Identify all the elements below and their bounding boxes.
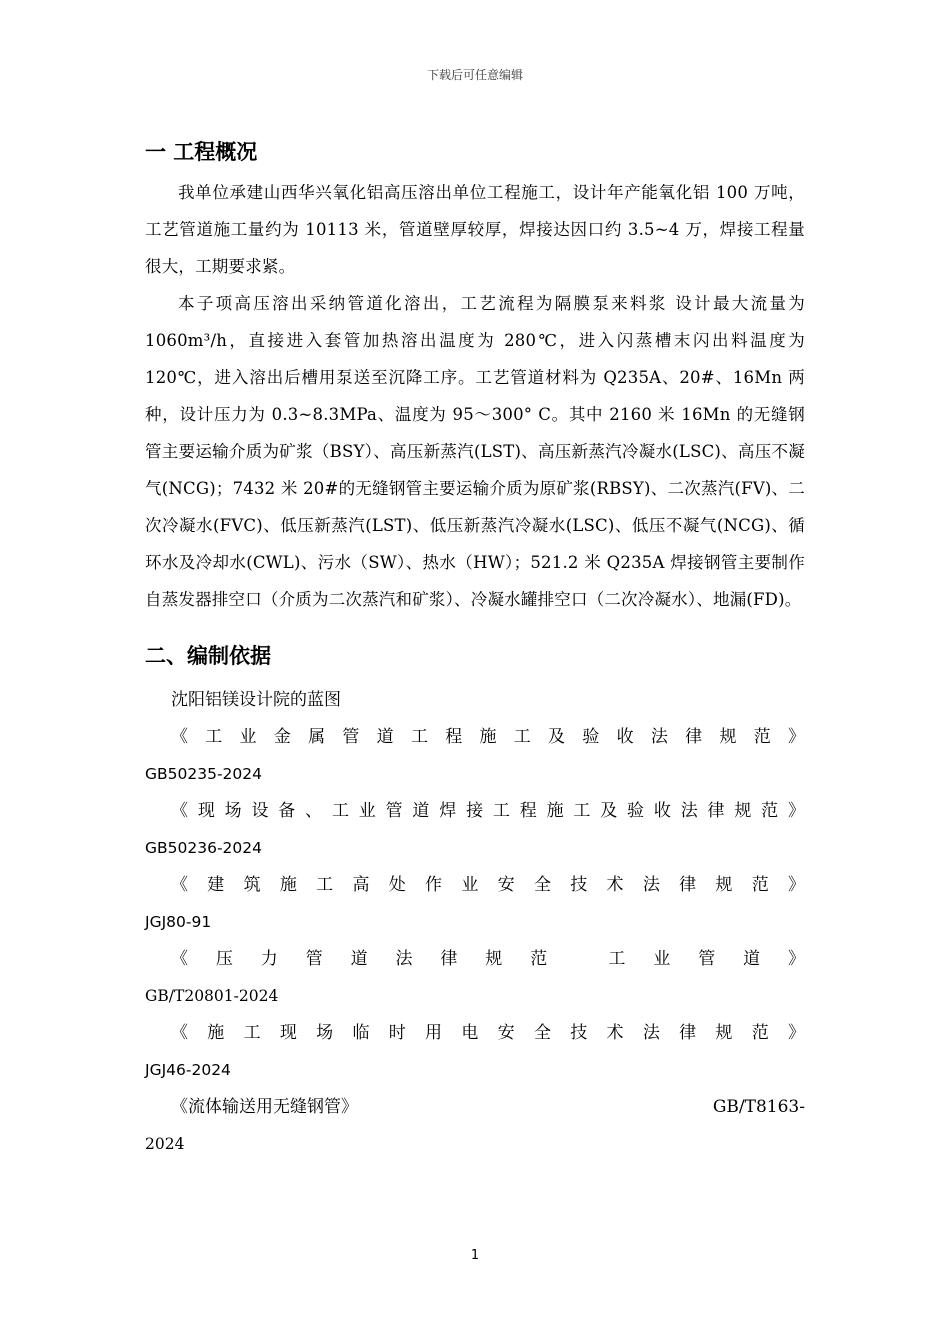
reference-list — [145, 682, 805, 1163]
reference-code: JGJ80-91 — [145, 913, 212, 931]
reference-item — [145, 1089, 805, 1163]
section-heading-basis: 二、编制依据 — [145, 644, 271, 668]
reference-title: 《现场设备、工业管道焊接工程施工及验收法律规范》 — [171, 801, 805, 821]
reference-item — [145, 682, 805, 719]
section-heading-overview: 一 工程概况 — [145, 140, 258, 164]
reference-title: 《工业金属管道工程施工及验收法律规范》 — [171, 727, 805, 747]
reference-item — [145, 1015, 805, 1089]
reference-code: GB50236-2024 — [145, 839, 262, 857]
overview-paragraph-2: 本子项高压溶出采纳管道化溶出，工艺流程为隔膜泵来料浆 设计最大流量为 1060m³/h，直接进入套管加热溶出温度为 280℃，进入闪蒸槽末闪出料温度为 120℃，进入溶出后槽用泵送至沉降工序。工艺管道材料为 Q235A、20#、16Mn 两种，设计压力为 0.3~8.3MPa、温度为 95～300° C。其中 2160 米 16Mn 的无缝钢管主要运输介质为矿浆（BSY）、高压新蒸汽(LST)、高压新蒸汽冷凝水(LSC)、高压不凝气(NCG)；7432 米 20#的无缝钢管主要运输介质为原矿浆(RBSY)、二次蒸汽(FV)、二次冷凝水(FVC)、低压新蒸汽(LST)、低压新蒸汽冷凝水(LSC)、低压不凝气(NCG)、循环水及冷却水(CWL)、污水（SW）、热水（HW）；521.2 米 Q235A 焊接钢管主要制作自蒸发器排空口（介质为二次蒸汽和矿浆）、冷凝水罐排空口（二次冷凝水）、地漏(FD)。 — [145, 294, 805, 609]
reference-code: JGJ46-2024 — [145, 1061, 231, 1079]
reference-title: 《施工现场临时用电安全技术法律规范》 — [171, 1023, 805, 1043]
page-number: 1 — [470, 1248, 480, 1263]
reference-code-continued: 2024 — [145, 1135, 185, 1153]
document-body — [145, 130, 805, 1163]
reference-title: 《建筑施工高处作业安全技术法律规范》 — [171, 875, 805, 895]
reference-code: GB50235-2024 — [145, 765, 262, 783]
reference-item — [145, 941, 805, 1015]
reference-title: 《压力管道法律规范 工业管道》 — [171, 949, 805, 969]
reference-item — [145, 867, 805, 941]
reference-code: GB/T20801-2024 — [145, 987, 279, 1005]
reference-title: 《流体输送用无缝钢管》 — [171, 1097, 358, 1117]
header-note: 下载后可任意编辑 — [426, 68, 523, 82]
reference-item — [145, 793, 805, 867]
reference-code: GB/T8163- — [712, 1097, 805, 1117]
reference-blueprint: 沈阳铝镁设计院的蓝图 — [171, 690, 341, 710]
overview-paragraph-1: 我单位承建山西华兴氧化铝高压溶出单位工程施工，设计年产能氧化铝 100 万吨，工艺管道施工量约为 10113 米，管道壁厚较厚，焊接达因口约 3.5~4 万，焊接工程量很大，工期要求紧。 — [145, 183, 805, 276]
reference-item — [145, 719, 805, 793]
